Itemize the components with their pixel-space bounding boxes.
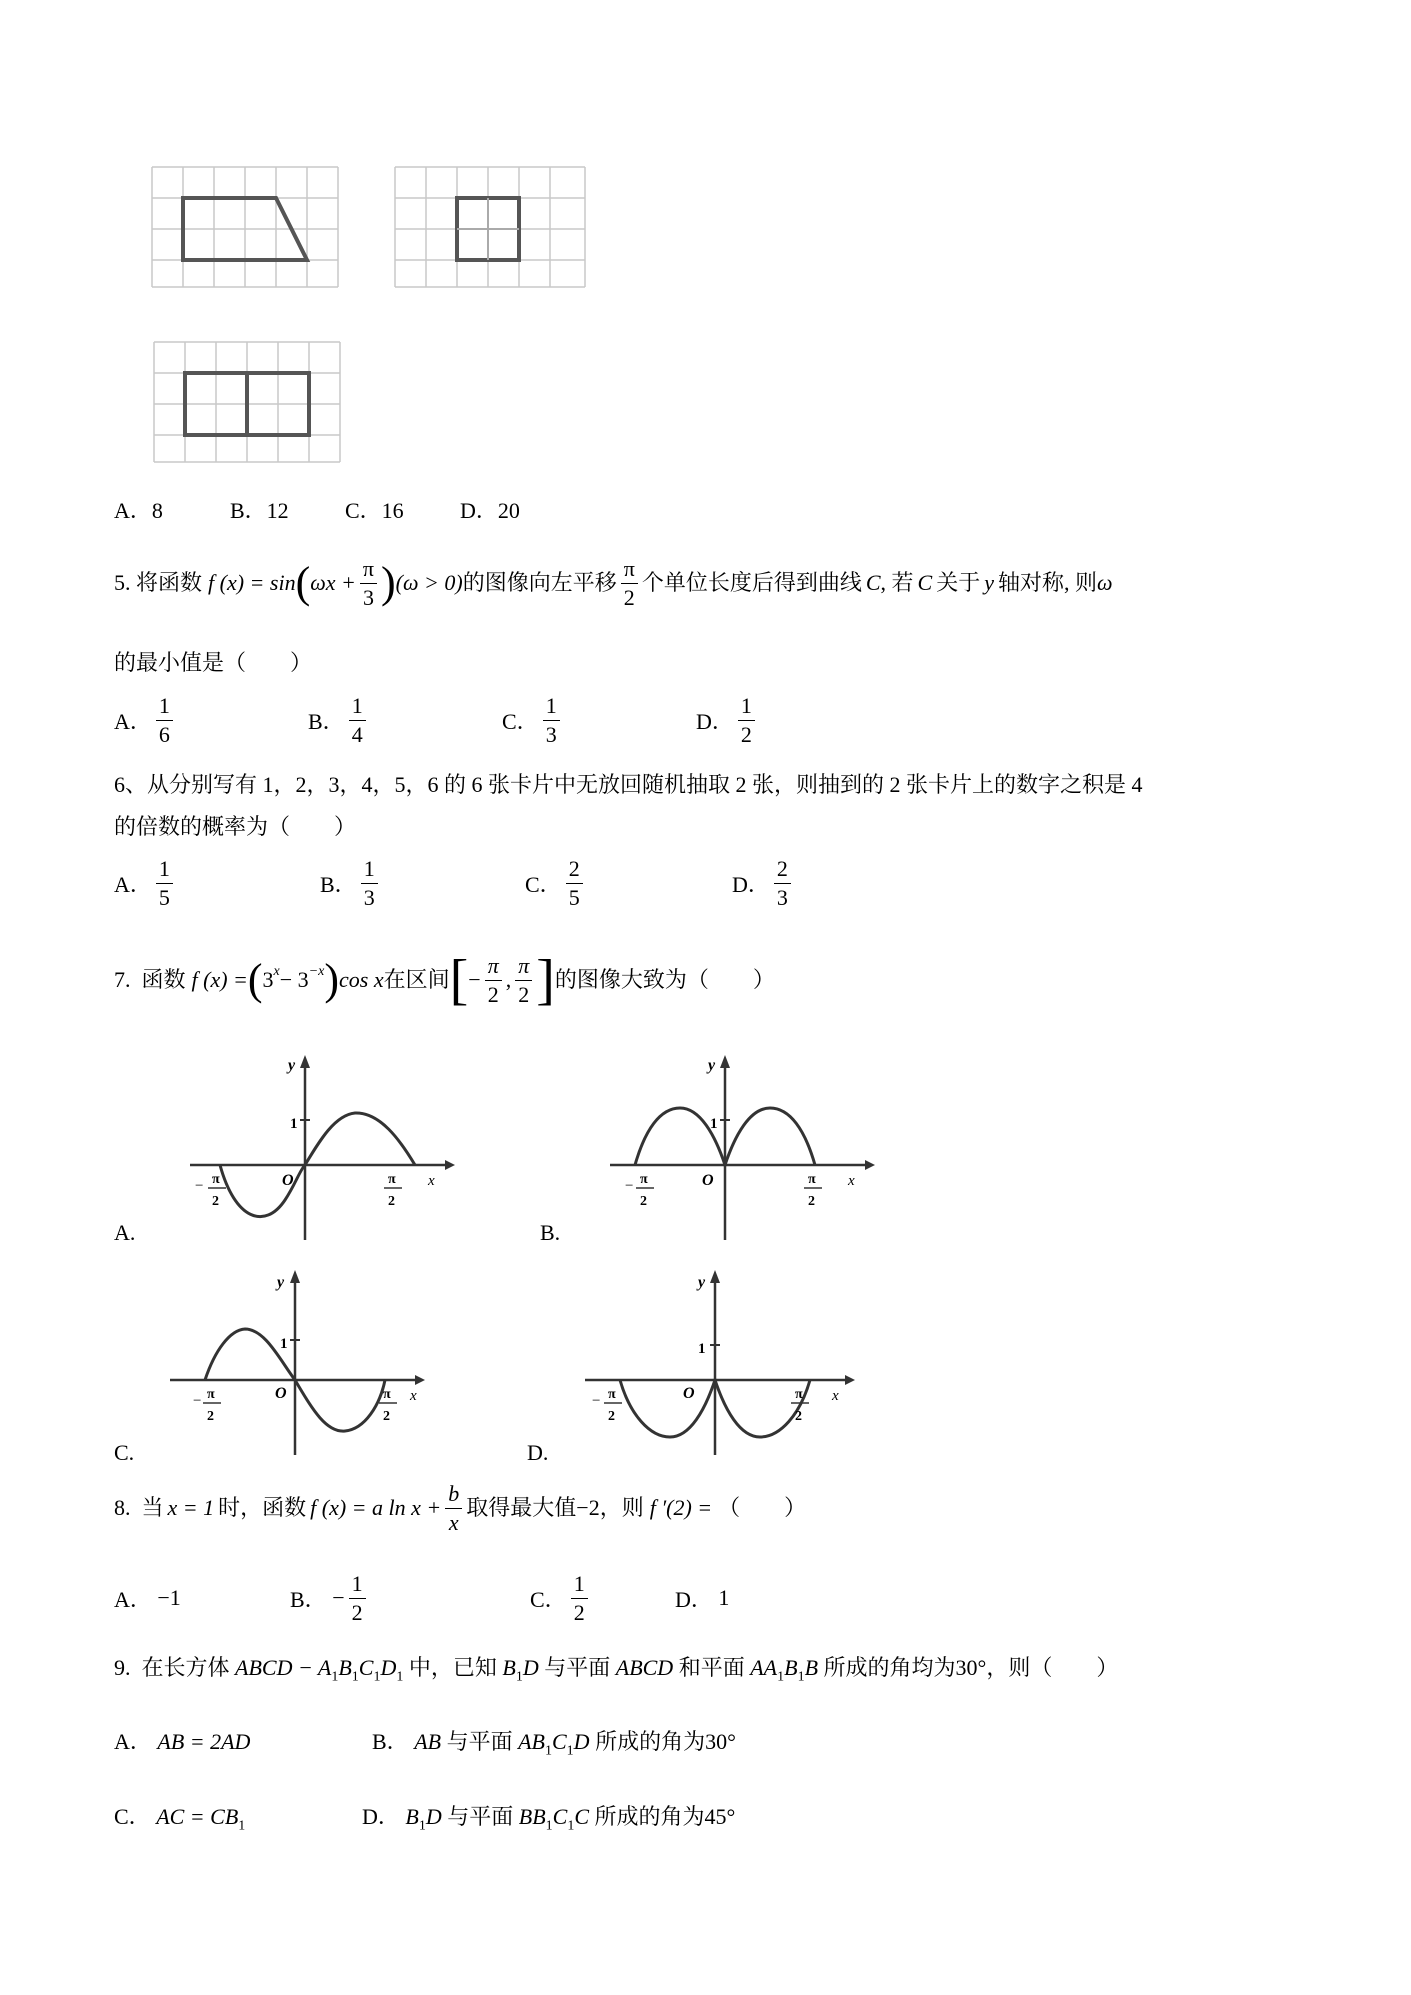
q6-stem-line2: 的倍数的概率为（ ） [114, 814, 357, 839]
q6-stem-line1: 6、从分别写有 1，2，3，4，5，6 的 6 张卡片中无放回随机抽取 2 张，则抽到的 2 张卡片上的数字之积是 4 [114, 772, 1143, 797]
q7-graph-a[interactable] [160, 1050, 460, 1245]
svg-text:2: 2 [383, 1409, 390, 1424]
svg-text:y: y [698, 1274, 706, 1291]
svg-text:x: x [428, 1173, 435, 1189]
q5-stem-line2: 的最小值是（ ） [114, 650, 313, 675]
svg-text:−: − [625, 1178, 634, 1194]
svg-text:2: 2 [608, 1409, 615, 1424]
svg-text:2: 2 [212, 1194, 219, 1209]
svg-text:π: π [388, 1172, 396, 1187]
q9-option-a[interactable]: A． AB = 2AD [114, 1729, 251, 1754]
q9-option-c[interactable]: C． AC = $CB_1$ [114, 1804, 246, 1834]
svg-text:−: − [193, 1393, 202, 1409]
svg-text:π: π [383, 1387, 391, 1402]
q7-option-b-label[interactable]: B. [540, 1220, 561, 1245]
svg-text:O: O [282, 1172, 294, 1189]
q8-option-d[interactable]: D． 1 [675, 1585, 730, 1612]
q6-option-b[interactable]: B． $\frac{1}{3}$ [320, 855, 382, 912]
svg-text:2: 2 [795, 1409, 802, 1424]
svg-text:y: y [708, 1057, 716, 1074]
svg-text:π: π [795, 1387, 803, 1402]
svg-text:2: 2 [808, 1194, 815, 1209]
q5-option-d[interactable]: D． $\frac{1}{2}$ [696, 692, 759, 749]
svg-text:y: y [288, 1057, 296, 1074]
q4-option-d[interactable]: D．20 [460, 498, 520, 523]
q8-stem: 8. 当 x = 1 时，函数 f (x) = a ln x + $\frac{b}{x}$ 取得最大值 −2 ，则 f ′(2) = （ ） [114, 1480, 807, 1535]
svg-text:x: x [848, 1173, 855, 1189]
svg-text:O: O [683, 1385, 695, 1402]
svg-text:1: 1 [698, 1341, 706, 1357]
svg-text:2: 2 [388, 1194, 395, 1209]
q7-graph-c[interactable] [165, 1265, 455, 1460]
q4-option-c[interactable]: C．16 [345, 498, 404, 523]
q5-stem: 5. 将函数 f (x) = sin ( ωx + $\frac{\pi}{3}$ ) (ω > 0) 的图像向左平移 $\frac{\pi}{2}$ 个单位长度后得到曲线 C , 若 C 关于 y 轴对称, 则 ω [114, 555, 1113, 610]
q5-option-c[interactable]: C． $\frac{1}{3}$ [502, 692, 564, 749]
svg-text:1: 1 [710, 1116, 718, 1132]
q7-graph-d[interactable] [580, 1265, 880, 1460]
q8-option-a[interactable]: A． −1 [114, 1585, 181, 1612]
q5-option-a[interactable]: A． $\frac{1}{6}$ [114, 692, 177, 749]
svg-text:π: π [207, 1387, 215, 1402]
q7-stem: 7. 函数 f (x) = ( 3 $^x$ − 3 $^{-x}$ ) cos x 在区间 [ − $\frac{\pi}{2}$ , $\frac{\pi}{2}$ ] 的图像大致为（ ） [114, 949, 775, 1011]
three-view-top [152, 340, 342, 465]
q8-option-b[interactable]: B． − $\frac{1}{2}$ [290, 1568, 370, 1628]
svg-text:−: − [592, 1393, 601, 1409]
svg-text:π: π [808, 1172, 816, 1187]
q5-option-b[interactable]: B． $\frac{1}{4}$ [308, 692, 370, 749]
q4-option-a[interactable]: A．8 [114, 498, 163, 523]
q7-option-d-label[interactable]: D. [527, 1440, 549, 1465]
three-view-side [393, 165, 588, 290]
svg-text:O: O [702, 1172, 714, 1189]
q6-option-a[interactable]: A． $\frac{1}{5}$ [114, 855, 177, 912]
svg-text:π: π [608, 1387, 616, 1402]
q6-option-d[interactable]: D． $\frac{2}{3}$ [732, 855, 795, 912]
svg-text:π: π [640, 1172, 648, 1187]
three-view-front [150, 165, 340, 290]
q9-option-d[interactable]: D． $B_1D$ 与平面 $BB_1C_1C$ 所成的角为45° [362, 1804, 736, 1834]
svg-text:1: 1 [290, 1116, 298, 1132]
q7-graph-b[interactable] [580, 1050, 880, 1245]
q7-option-c-label[interactable]: C. [114, 1440, 135, 1465]
svg-text:O: O [275, 1385, 287, 1402]
q4-option-b[interactable]: B．12 [230, 498, 289, 523]
svg-text:π: π [212, 1172, 220, 1187]
q5-number: 5. [114, 570, 131, 595]
svg-text:y: y [277, 1274, 285, 1291]
q6-option-c[interactable]: C． $\frac{2}{5}$ [525, 855, 587, 912]
svg-text:x: x [832, 1388, 839, 1404]
svg-text:2: 2 [207, 1409, 214, 1424]
svg-text:x: x [410, 1388, 417, 1404]
q8-option-c[interactable]: C． $\frac{1}{2}$ [530, 1568, 592, 1628]
svg-text:2: 2 [640, 1194, 647, 1209]
q9-stem: 9. 在长方体 ABCD − $A_1B_1C_1D_1$ 中，已知 $B_1D$ 与平面 ABCD 和平面 $AA_1B_1B$ 所成的角均为30°，则（ ） [114, 1655, 1119, 1685]
svg-text:−: − [195, 1178, 204, 1194]
q7-option-a-label[interactable]: A. [114, 1220, 136, 1245]
svg-text:1: 1 [280, 1336, 288, 1352]
q9-option-b[interactable]: B． AB 与平面 $AB_1C_1D$ 所成的角为30° [372, 1729, 736, 1759]
